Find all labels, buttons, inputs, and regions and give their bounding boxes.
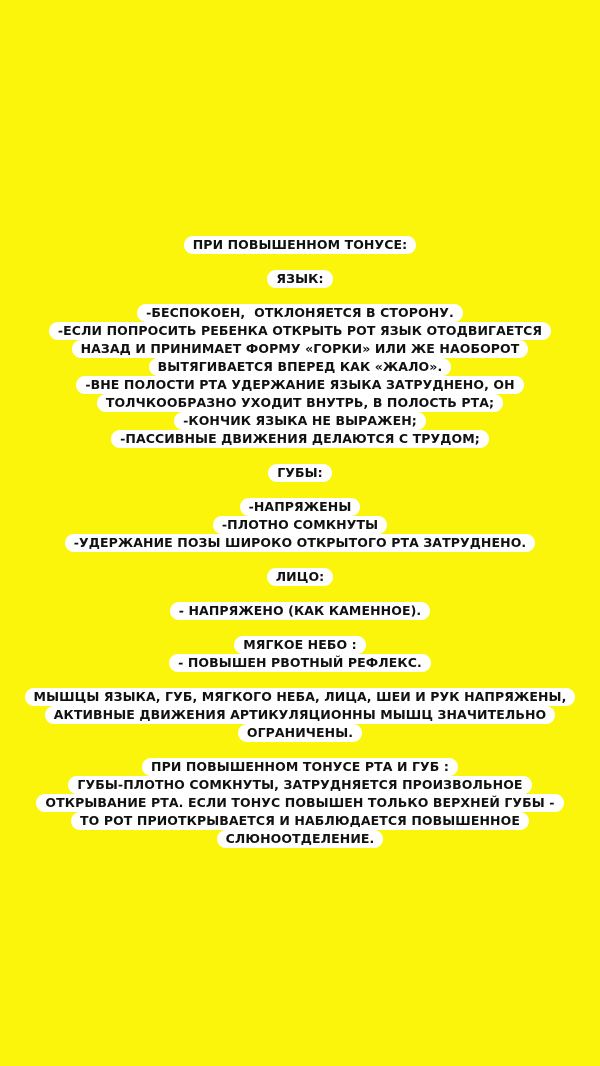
text-line: -ЕСЛИ ПОПРОСИТЬ РЕБЕНКА ОТКРЫТЬ РОТ ЯЗЫК ОТОДВИГАЕТСЯ bbox=[49, 322, 551, 340]
face-description-block bbox=[170, 602, 431, 620]
tongue-description-block bbox=[49, 304, 551, 448]
text-line: ГУБЫ-ПЛОТНО СОМКНУТЫ, ЗАТРУДНЯЕТСЯ ПРОИЗВОЛЬНОЕ bbox=[68, 776, 531, 794]
text-line: -БЕСПОКОЕН, ОТКЛОНЯЕТСЯ В СТОРОНУ. bbox=[137, 304, 463, 322]
face-heading-block bbox=[267, 568, 334, 586]
text-line: ВЫТЯГИВАЕТСЯ ВПЕРЕД КАК «ЖАЛО». bbox=[149, 358, 452, 376]
muscles-block bbox=[25, 688, 576, 742]
text-line: ГУБЫ: bbox=[268, 464, 332, 482]
soft-palate-block bbox=[169, 636, 431, 672]
text-line: ЯЗЫК: bbox=[267, 270, 332, 288]
mouth-lips-tone-block bbox=[36, 758, 563, 848]
text-line: - ПОВЫШЕН РВОТНЫЙ РЕФЛЕКС. bbox=[169, 654, 431, 672]
text-line: АКТИВНЫЕ ДВИЖЕНИЯ АРТИКУЛЯЦИОННЫ МЫШЦ ЗНАЧИТЕЛЬНО bbox=[45, 706, 556, 724]
story-content bbox=[0, 236, 600, 848]
text-line: СЛЮНООТДЕЛЕНИЕ. bbox=[217, 830, 384, 848]
text-line: ЛИЦО: bbox=[267, 568, 334, 586]
lips-description-block bbox=[65, 498, 536, 552]
text-line: ОТКРЫВАНИЕ РТА. ЕСЛИ ТОНУС ПОВЫШЕН ТОЛЬКО ВЕРХНЕЙ ГУБЫ - bbox=[36, 794, 563, 812]
text-line: ОГРАНИЧЕНЫ. bbox=[238, 724, 362, 742]
text-line: -НАПРЯЖЕНЫ bbox=[240, 498, 361, 516]
text-line: ТО РОТ ПРИОТКРЫВАЕТСЯ И НАБЛЮДАЕТСЯ ПОВЫШЕННОЕ bbox=[71, 812, 529, 830]
text-line: -КОНЧИК ЯЗЫКА НЕ ВЫРАЖЕН; bbox=[174, 412, 426, 430]
tongue-heading-block bbox=[267, 270, 332, 288]
text-line: МЫШЦЫ ЯЗЫКА, ГУБ, МЯГКОГО НЕБА, ЛИЦА, ШЕИ И РУК НАПРЯЖЕНЫ, bbox=[25, 688, 576, 706]
text-line: -ПЛОТНО СОМКНУТЫ bbox=[213, 516, 387, 534]
lips-heading-block bbox=[268, 464, 332, 482]
text-line: НАЗАД И ПРИНИМАЕТ ФОРМУ «ГОРКИ» ИЛИ ЖЕ НАОБОРОТ bbox=[72, 340, 529, 358]
text-line: -УДЕРЖАНИЕ ПОЗЫ ШИРОКО ОТКРЫТОГО РТА ЗАТРУДНЕНО. bbox=[65, 534, 536, 552]
heading-block bbox=[184, 236, 417, 254]
text-line: ПРИ ПОВЫШЕННОМ ТОНУСЕ РТА И ГУБ : bbox=[142, 758, 458, 776]
text-line: -ПАССИВНЫЕ ДВИЖЕНИЯ ДЕЛАЮТСЯ С ТРУДОМ; bbox=[111, 430, 489, 448]
text-line: -ВНЕ ПОЛОСТИ РТА УДЕРЖАНИЕ ЯЗЫКА ЗАТРУДНЕНО, ОН bbox=[76, 376, 523, 394]
text-line: ПРИ ПОВЫШЕННОМ ТОНУСЕ: bbox=[184, 236, 417, 254]
text-line: - НАПРЯЖЕНО (КАК КАМЕННОЕ). bbox=[170, 602, 431, 620]
text-line: МЯГКОЕ НЕБО : bbox=[234, 636, 366, 654]
text-line: ТОЛЧКООБРАЗНО УХОДИТ ВНУТРЬ, В ПОЛОСТЬ РТА; bbox=[97, 394, 503, 412]
